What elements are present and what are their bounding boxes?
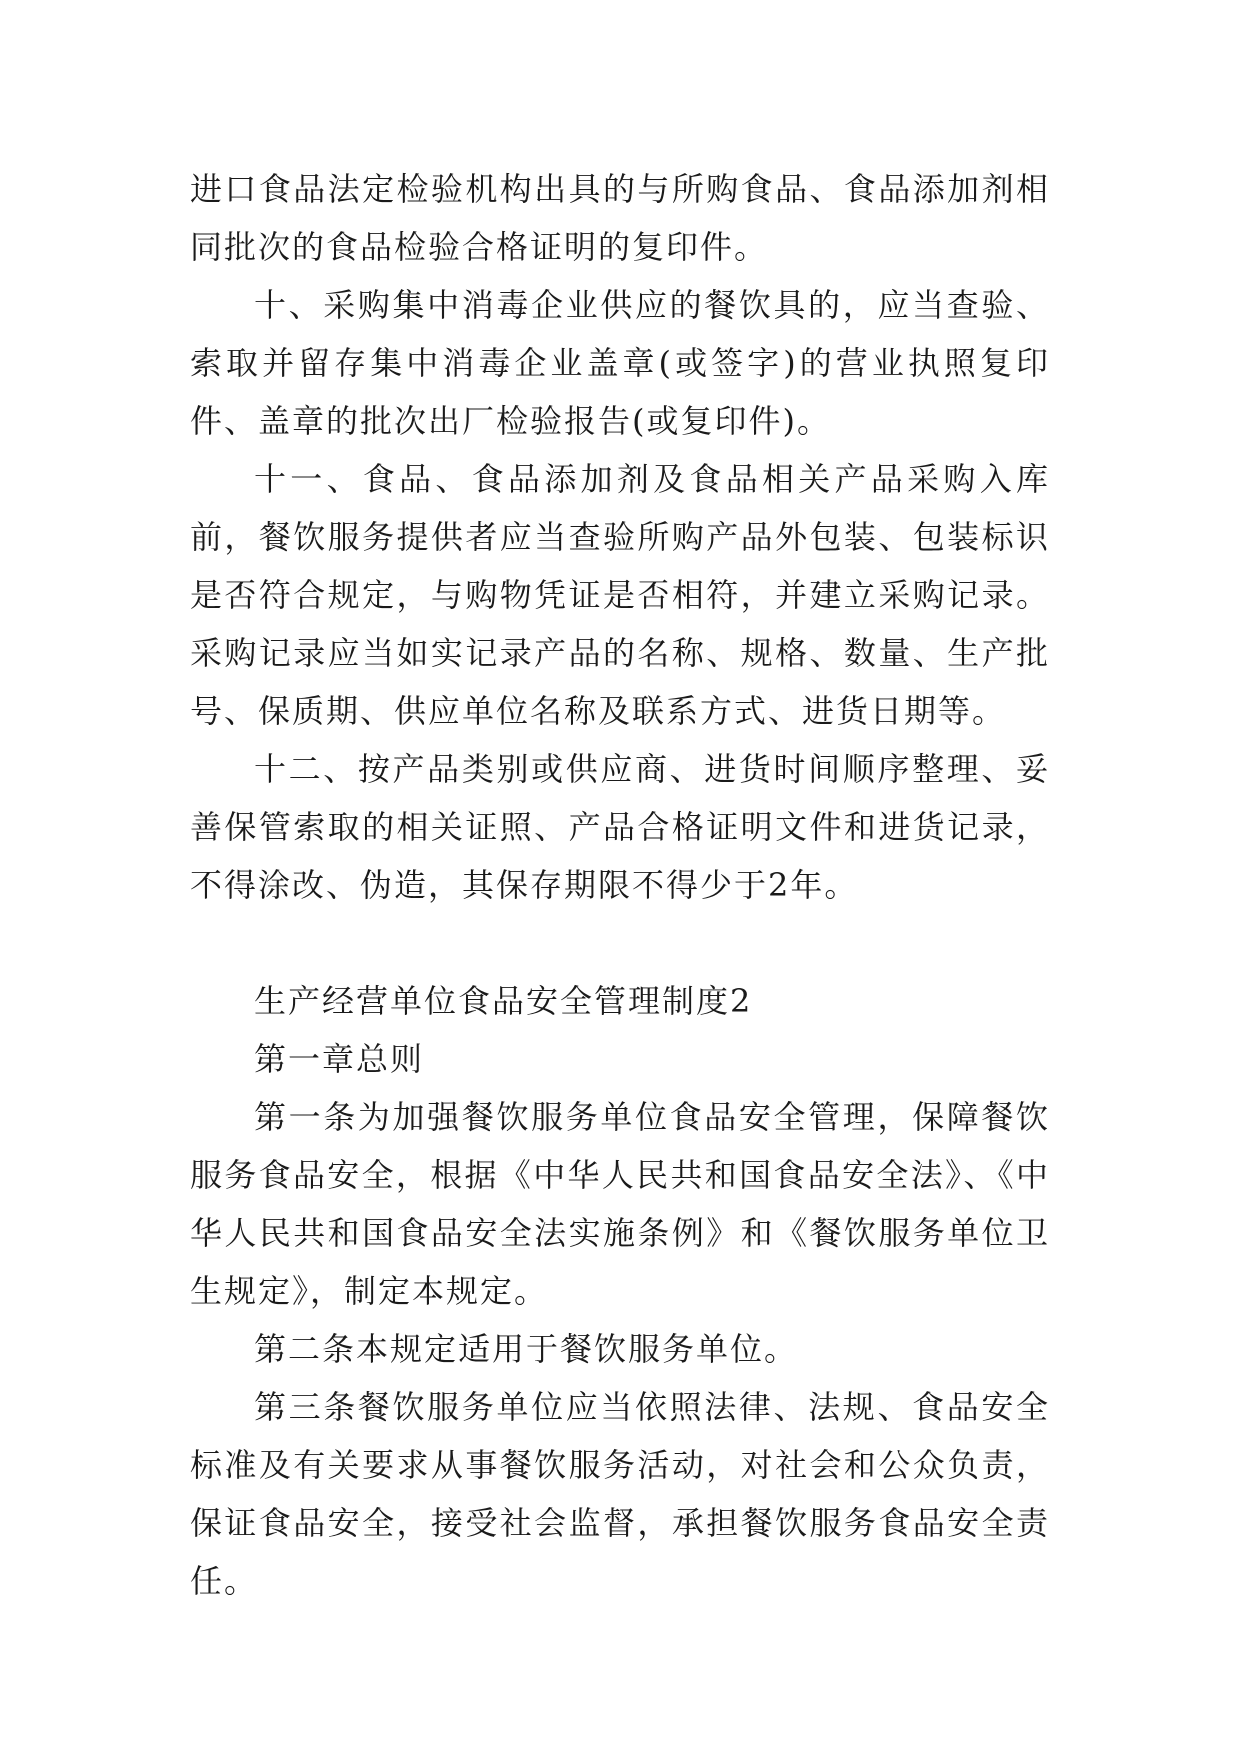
section-title: 生产经营单位食品安全管理制度2 bbox=[254, 982, 753, 1020]
section-spacer bbox=[190, 914, 1050, 972]
article-3: 第三条餐饮服务单位应当依照法律、法规、食品安全标准及有关要求从事餐饮服务活动，对社会和公众负责，保证食品安全，接受社会监督，承担餐饮服务食品安全责任。 bbox=[190, 1388, 1050, 1600]
chapter-heading: 第一章总则 bbox=[254, 1040, 425, 1078]
paragraph-item-11: 十一、食品、食品添加剂及食品相关产品采购入库前，餐饮服务提供者应当查验所购产品外包装、包装标识是否符合规定，与购物凭证是否相符，并建立采购记录。采购记录应当如实记录产品的名称、规格、数量、生产批号、保质期、供应单位名称及联系方式、进货日期等。 bbox=[190, 460, 1050, 730]
paragraph-item-12: 十二、按产品类别或供应商、进货时间顺序整理、妥善保管索取的相关证照、产品合格证明文件和进货记录，不得涂改、伪造，其保存期限不得少于2年。 bbox=[190, 750, 1050, 904]
article-1: 第一条为加强餐饮服务单位食品安全管理，保障餐饮服务食品安全，根据《中华人民共和国食品安全法》、《中华人民共和国食品安全法实施条例》和《餐饮服务单位卫生规定》，制定本规定。 bbox=[190, 1098, 1050, 1310]
document-body bbox=[190, 160, 1050, 1610]
article-2: 第二条本规定适用于餐饮服务单位。 bbox=[254, 1330, 799, 1368]
paragraph-continuation: 进口食品法定检验机构出具的与所购食品、食品添加剂相同批次的食品检验合格证明的复印件。 bbox=[190, 170, 1050, 266]
paragraph-item-10: 十、采购集中消毒企业供应的餐饮具的，应当查验、索取并留存集中消毒企业盖章(或签字)的营业执照复印件、盖章的批次出厂检验报告(或复印件)。 bbox=[190, 286, 1050, 440]
